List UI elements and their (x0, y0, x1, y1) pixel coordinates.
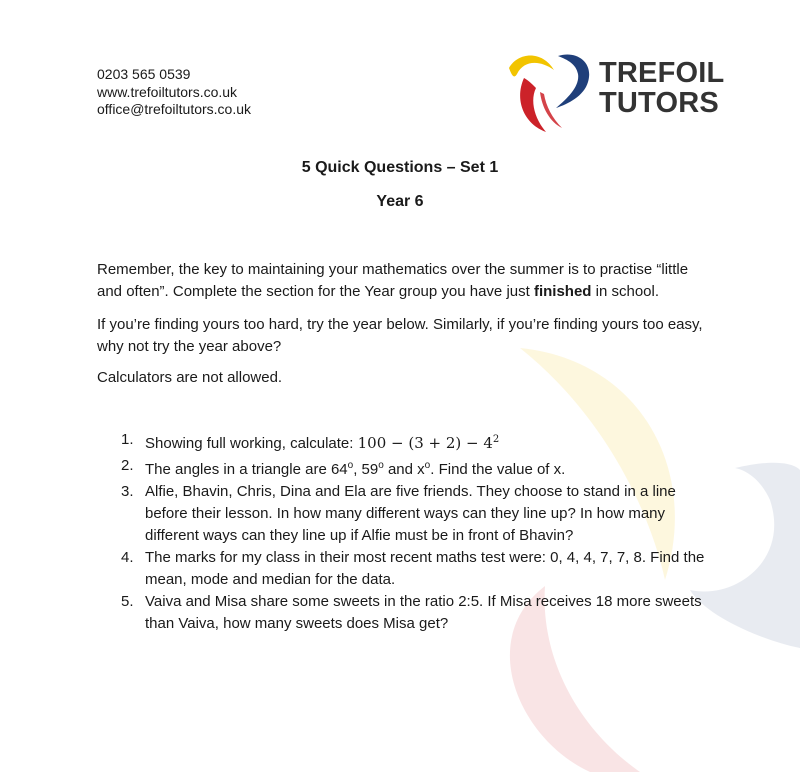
degree-mark: o (378, 460, 384, 471)
question-3 (97, 481, 707, 547)
question-text: The marks for my class in their most recent maths test were: 0, 4, 4, 7, 7, 8. Find the mean, mode and median for the data. (145, 549, 705, 588)
question-text-d: . Find the value of x. (430, 461, 566, 478)
calculators-note: Calculators are not allowed. (97, 369, 283, 386)
question-1 (97, 429, 707, 455)
contact-details (97, 66, 251, 119)
question-number: 3. (121, 483, 134, 500)
contact-email: office@trefoiltutors.co.uk (97, 101, 252, 117)
logo-red-swoosh (520, 78, 546, 132)
intro-paragraph-1 (97, 259, 707, 303)
question-text-a: The angles in a triangle are 64 (145, 461, 348, 478)
worksheet-title: 5 Quick Questions – Set 1 (301, 159, 499, 176)
trefoil-tutors-logo (506, 52, 736, 142)
question-text: Alfie, Bhavin, Chris, Dina and Ela are five friends. They choose to stand in a line before their lesson. In how many different ways can they line up? In how many different ways can they line up if Alfie must be in front of Bhavin? (145, 483, 676, 544)
question-number: 5. (121, 593, 134, 610)
logo-line-1: TREFOIL (599, 57, 725, 89)
question-text: Showing full working, calculate: (145, 435, 358, 452)
question-4 (97, 547, 707, 591)
logo-line-2: TUTORS (599, 87, 719, 119)
question-5 (97, 591, 707, 635)
question-number: 4. (121, 549, 134, 566)
year-heading: Year 6 (376, 193, 424, 210)
question-text-b: , 59 (353, 461, 379, 478)
logo-blue-swoosh (556, 54, 589, 108)
trefoil-logo-icon (506, 52, 596, 142)
question-1-expression: 100 − (3 + 2) − 4 (357, 434, 493, 452)
intro-text-after: in school. (591, 283, 660, 300)
question-text-c: and x (383, 461, 425, 478)
degree-mark: o (424, 460, 431, 471)
contact-phone: 0203 565 0539 (97, 66, 191, 82)
question-2 (97, 455, 707, 481)
intro-paragraph-2: If you’re finding yours too hard, try the year below. Similarly, if you’re finding yours too easy, why not try the year above? (97, 316, 703, 355)
question-number: 2. (121, 457, 134, 474)
question-list (97, 429, 707, 635)
degree-mark: o (347, 460, 354, 471)
contact-website: www.trefoiltutors.co.uk (97, 83, 238, 100)
logo-wordmark (599, 58, 724, 118)
logo-yellow-swoosh (509, 56, 554, 77)
intro-text-before: Remember, the key to maintaining your mathematics over the summer is to practise “little and often”. Complete the section for the Year group you have just (97, 261, 689, 300)
question-number: 1. (121, 431, 134, 448)
question-1-exponent: 2 (492, 434, 500, 445)
intro-finished-bold: finished (533, 283, 592, 300)
question-text: Vaiva and Misa share some sweets in the ratio 2:5. If Misa receives 18 more sweets than Vaiva, how many sweets does Misa get? (145, 593, 702, 632)
logo-red-tail (540, 92, 562, 128)
